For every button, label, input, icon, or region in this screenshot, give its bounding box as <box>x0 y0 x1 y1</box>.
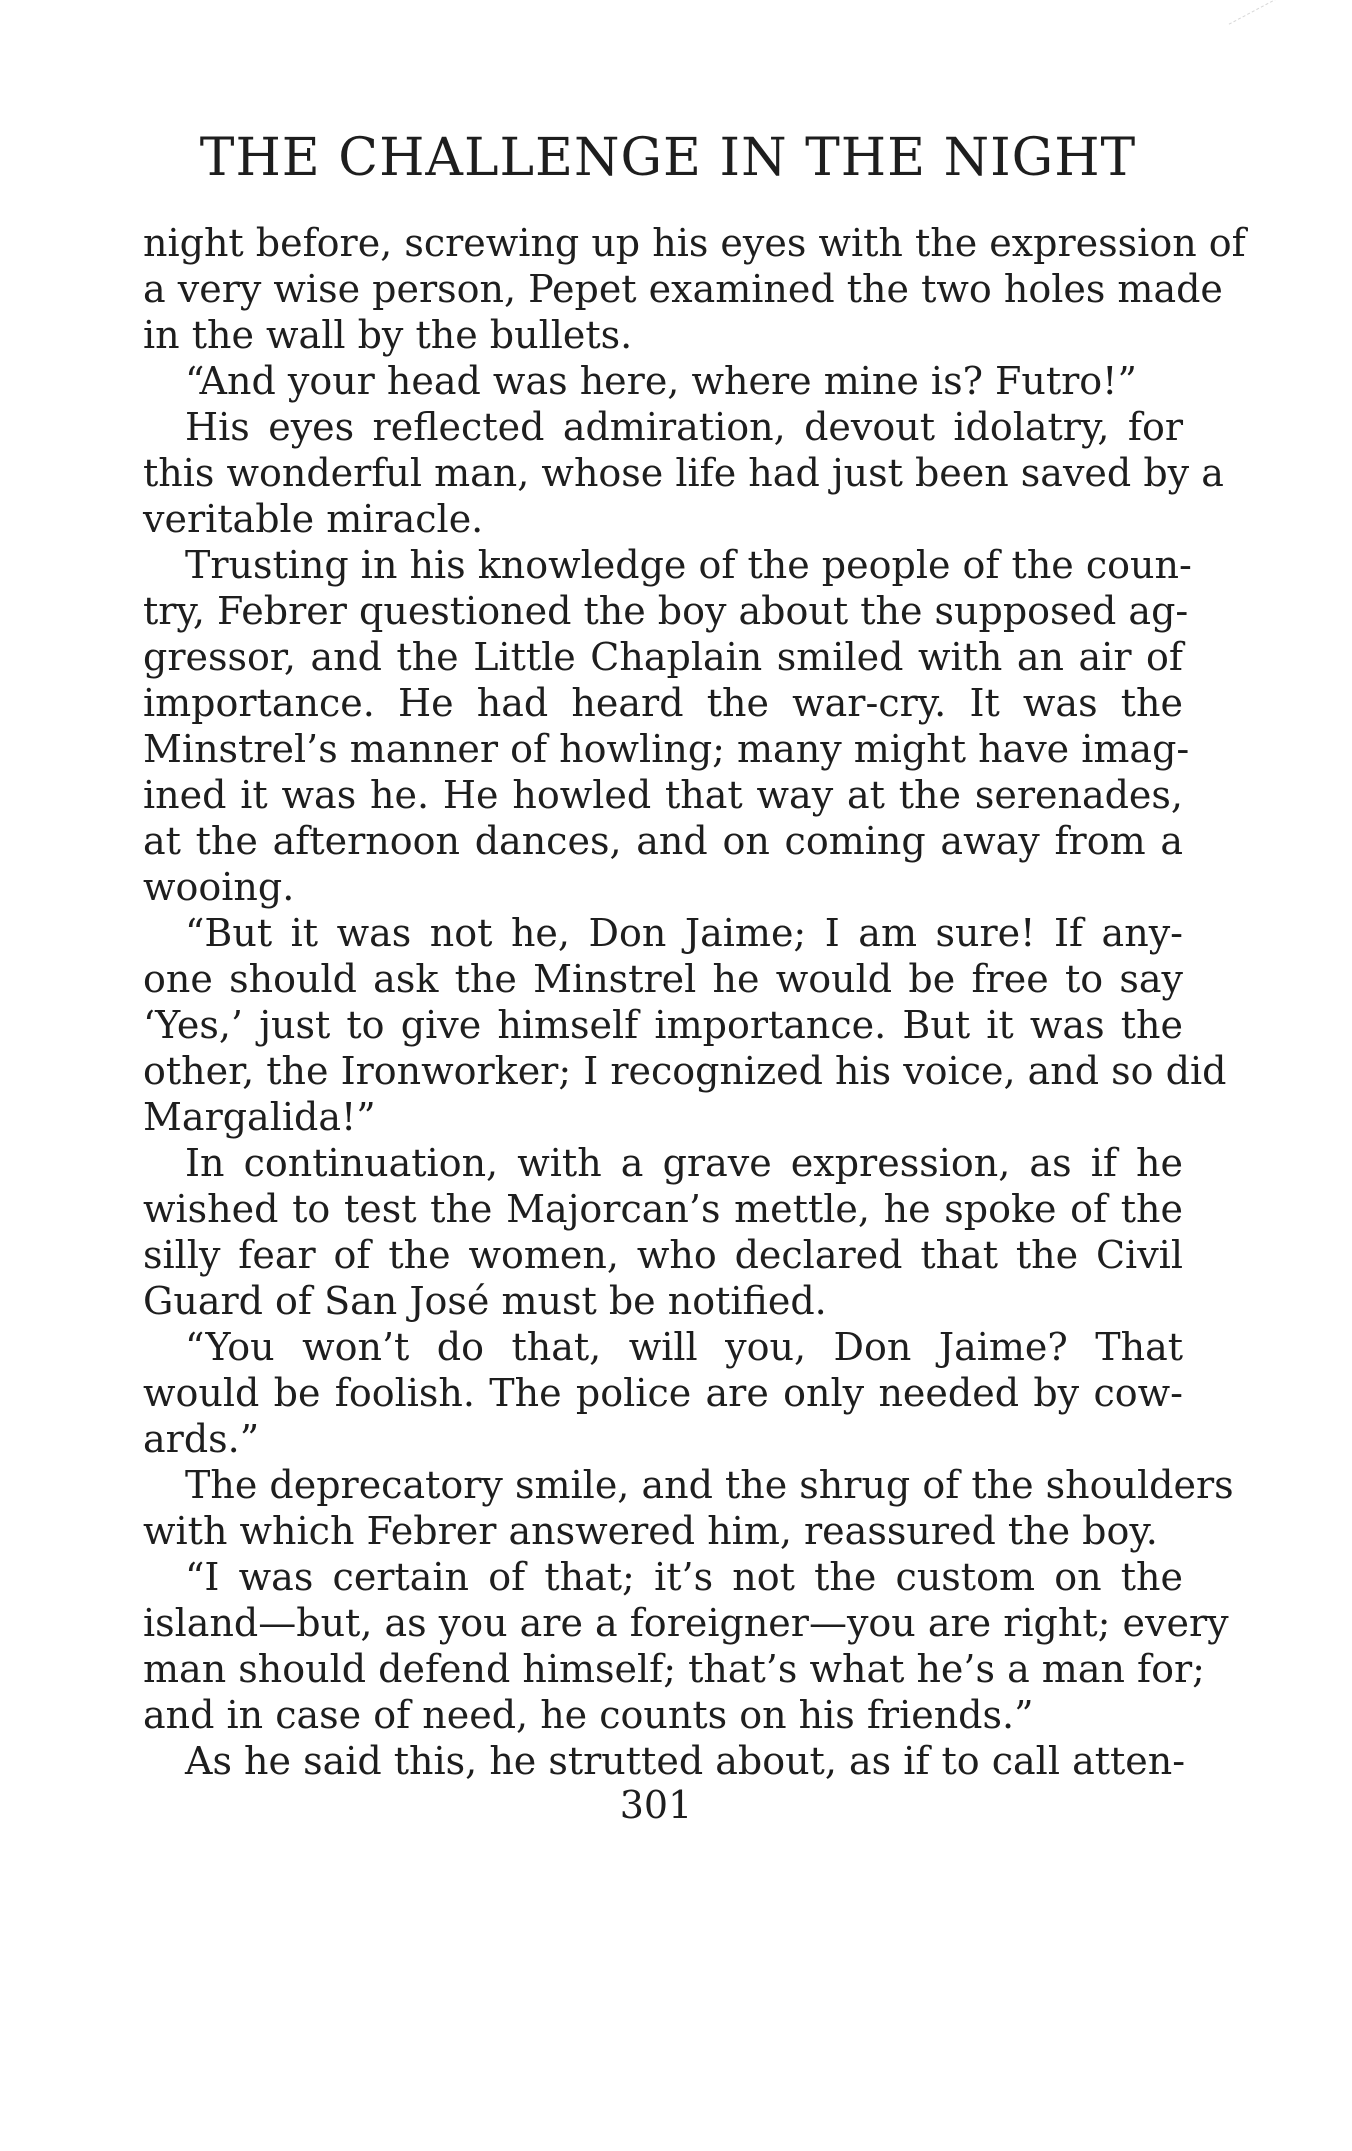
text-line: Guard of San José must be notified. <box>143 1279 827 1323</box>
text-line: Margalida!” <box>143 1095 376 1139</box>
text-line: would be foolish. The police are only needed by cow- <box>143 1371 1183 1415</box>
text-line: gressor, and the Little Chaplain smiled with an air of <box>143 635 1183 679</box>
text-line: wished to test the Majorcan’s mettle, he spoke of the <box>143 1187 1183 1231</box>
text-line: island—but, as you are a foreigner—you are right; every <box>143 1601 1229 1645</box>
text-line: with which Febrer answered him, reassured the boy. <box>143 1509 1158 1553</box>
text-line: “You won’t do that, will you, Don Jaime? That <box>185 1325 1183 1369</box>
text-line: ined it was he. He howled that way at the serenades, <box>143 773 1183 817</box>
text-line: veritable miracle. <box>143 497 484 541</box>
text-line: silly fear of the women, who declared that the Civil <box>143 1233 1183 1277</box>
text-line: “And your head was here, where mine is? Futro!” <box>185 359 1137 403</box>
text-line: Minstrel’s manner of howling; many might have imag- <box>143 727 1190 771</box>
text-line: The deprecatory smile, and the shrug of the shoulders <box>185 1463 1234 1507</box>
text-line: ards.” <box>143 1417 260 1461</box>
text-line: In continuation, with a grave expression, as if he <box>185 1141 1183 1185</box>
page-number: 301 <box>619 1783 693 1827</box>
body-text <box>143 220 1246 1784</box>
text-line: try, Febrer questioned the boy about the supposed ag- <box>143 589 1189 633</box>
text-line: “I was certain of that; it’s not the custom on the <box>185 1555 1183 1599</box>
text-line: “But it was not he, Don Jaime; I am sure! If any- <box>185 911 1183 955</box>
text-line: this wonderful man, whose life had just been saved by a <box>143 451 1224 495</box>
text-line: Trusting in his knowledge of the people of the coun- <box>185 543 1192 587</box>
text-line: a very wise person, Pepet examined the two holes made <box>143 267 1223 311</box>
text-line: ‘Yes,’ just to give himself importance. But it was the <box>143 1003 1183 1047</box>
text-line: night before, screwing up his eyes with the expression of <box>143 221 1246 265</box>
running-head: THE CHALLENGE IN THE NIGHT <box>199 128 1137 188</box>
page-mark <box>1229 0 1296 49</box>
text-line: other, the Ironworker; I recognized his voice, and so did <box>143 1049 1227 1093</box>
text-line: importance. He had heard the war-cry. It was the <box>143 681 1183 725</box>
text-line: man should defend himself; that’s what he’s a man for; <box>143 1647 1205 1691</box>
text-line: His eyes reflected admiration, devout idolatry, for <box>185 405 1183 449</box>
text-line: at the afternoon dances, and on coming away from a <box>143 819 1183 863</box>
text-line: one should ask the Minstrel he would be free to say <box>143 957 1183 1001</box>
text-line: As he said this, he strutted about, as if to call atten- <box>185 1739 1186 1783</box>
text-line: and in case of need, he counts on his friends.” <box>143 1693 1034 1737</box>
text-line: in the wall by the bullets. <box>143 313 633 357</box>
text-line: wooing. <box>143 865 295 909</box>
